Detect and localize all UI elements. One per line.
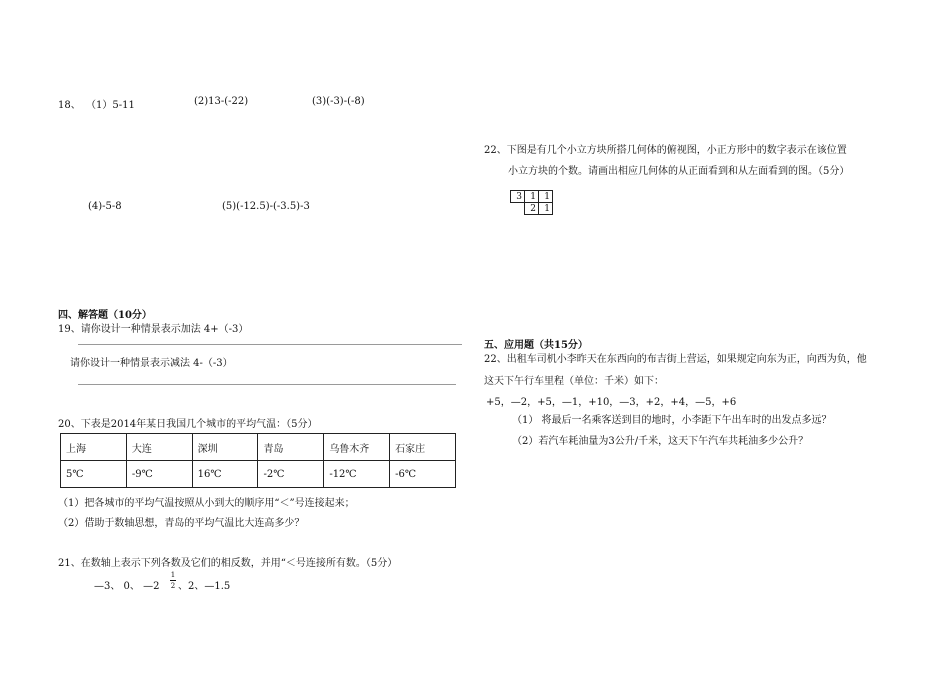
q20-sub-2: （2）借助于数轴思想，青岛的平均气温比大连高多少？ [58,518,305,529]
q21-intro: 21、在数轴上表示下列各数及它们的相反数，并用“＜号连接所有数。（5分） [58,558,398,569]
temperature-cell: -12℃ [324,461,390,488]
section5-line-2: 这天下午行车里程（单位：千米）如下： [484,376,664,387]
q19-addition-prompt: 19、请你设计一种情景表示加法 4+（-3） [58,324,249,335]
q19-subtraction-prompt: 请你设计一种情景表示减法 4-（-3） [70,358,233,369]
city-cell: 乌鲁木齐 [324,434,390,461]
q18-part-3: (3)(-3)-(-8) [312,96,365,107]
q18-part-1: （1）5-11 [86,100,135,111]
q21-numbers-b: 、2、—1.5 [178,581,231,592]
q21-numbers-a: —3、 0、 —2 [94,581,160,592]
mileage-values: +5，—2，+5，—1，+10，—3，+2，+4，—5，+6 [486,397,737,408]
section5-sub-2: （2）若汽车耗油量为3公升/千米，这天下午汽车共耗油多少公升？ [512,436,809,447]
q18-part-4: (4)-5-8 [88,201,122,212]
grid-cell: 1 [524,190,539,203]
fraction-bar [170,580,176,581]
section5-title: 五、应用题（共15分） [484,340,588,351]
temperature-cell: -6℃ [390,461,456,488]
temperature-table [60,433,456,488]
section5-line-1: 22、出租车司机小李昨天在东西向的布吉街上营运，如果规定向东为正，向西为负，他 [484,354,867,365]
q20-intro: 20、下表是2014年某日我国几个城市的平均气温：（5分） [58,419,318,430]
answer-line [78,344,462,345]
city-cell: 大连 [126,434,192,461]
city-cell: 石家庄 [390,434,456,461]
q18-part-5: (5)(-12.5)-(-3.5)-3 [222,201,310,212]
grid-cell: 3 [510,190,525,203]
q22-line-1: 22、下图是有几个小立方块所搭几何体的俯视图，小正方形中的数字表示在该位置 [484,145,847,156]
city-row [61,434,456,461]
temperature-cell: 5℃ [61,461,127,488]
fraction-denominator: 2 [170,582,176,590]
grid-cell: 2 [524,202,539,215]
q18-part-2: (2)13-(-22) [194,96,249,107]
temperature-cell: -2℃ [258,461,324,488]
q20-sub-1: （1）把各城市的平均气温按照从小到大的顺序用“＜”号连接起来； [58,498,355,509]
city-cell: 上海 [61,434,127,461]
city-cell: 青岛 [258,434,324,461]
grid-cell: 1 [538,202,553,215]
q22-line-2: 小立方块的个数。请画出相应几何体的从正面看到和从左面看到的图。（5分） [508,166,850,177]
grid-cell: 1 [538,190,553,203]
section4-title: 四、解答题（10分） [58,310,152,321]
temperature-row [61,461,456,488]
temperature-cell: -9℃ [126,461,192,488]
section5-sub-1: （1） 将最后一名乘客送到目的地时，小李距下午出车时的出发点多远？ [512,415,832,426]
answer-line [78,384,456,385]
q18-number: 18、 [58,100,81,111]
fraction-numerator: 1 [170,571,176,579]
temperature-cell: 16℃ [192,461,258,488]
city-cell: 深圳 [192,434,258,461]
